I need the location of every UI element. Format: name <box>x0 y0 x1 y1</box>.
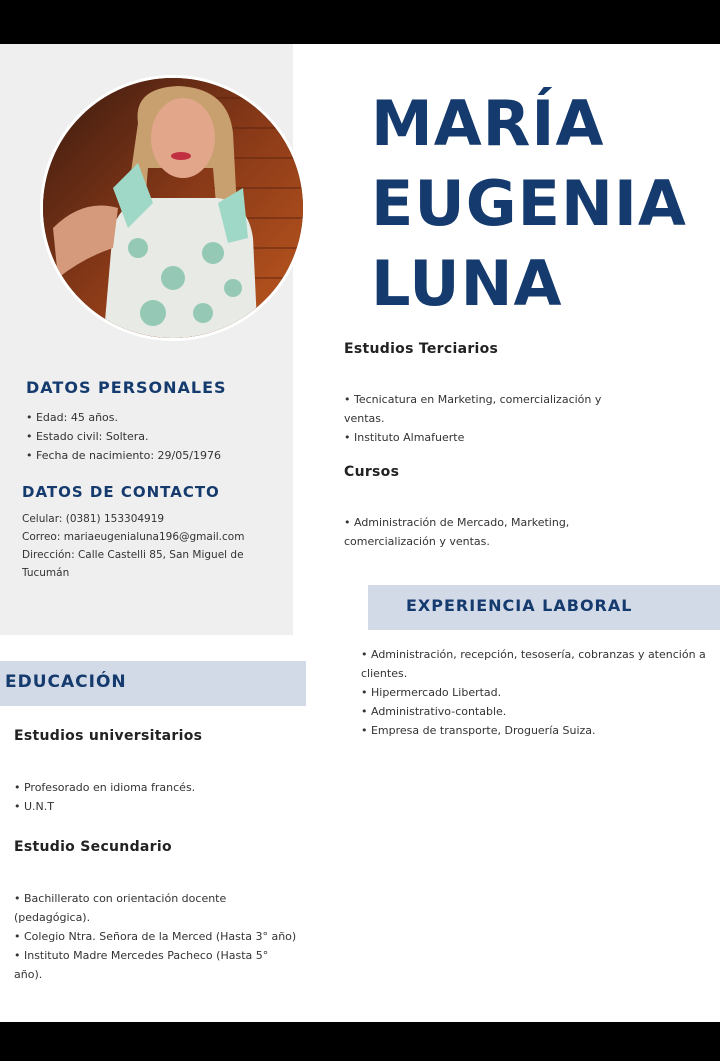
list-item: • Hipermercado Libertad. <box>361 686 502 699</box>
courses-list <box>344 513 569 551</box>
tertiary-studies-title <box>344 341 498 357</box>
list-item: ventas. <box>344 412 385 425</box>
experience-band <box>368 585 720 630</box>
full-name <box>371 84 687 324</box>
university-studies-heading: Estudios universitarios <box>14 728 203 744</box>
university-studies-title <box>14 728 202 744</box>
list-item: clientes. <box>361 667 408 680</box>
top-black-bar <box>0 0 720 44</box>
list-item: • Empresa de transporte, Droguería Suiza. <box>361 724 596 737</box>
education-title: EDUCACIÓN <box>5 672 127 692</box>
list-item: (pedagógica). <box>14 911 91 924</box>
contact-address: Dirección: Calle Castelli 85, San Miguel de <box>22 549 244 561</box>
list-item: • Administración, recepción, tesosería, cobranzas y atención a <box>361 648 706 661</box>
secondary-studies-heading: Estudio Secundario <box>14 839 172 855</box>
name-line-2: EUGENIA <box>371 167 687 240</box>
resume-page <box>0 44 720 1022</box>
list-item: • Tecnicatura en Marketing, comercialización y <box>344 393 602 406</box>
education-band <box>0 661 306 706</box>
contact-data-list <box>22 510 244 582</box>
list-item: • Bachillerato con orientación docente <box>14 892 227 905</box>
list-item: año). <box>14 968 43 981</box>
contact-phone: Celular: (0381) 153304919 <box>22 513 165 525</box>
profile-photo-illustration <box>43 78 306 341</box>
list-item: • Administrativo-contable. <box>361 705 507 718</box>
courses-heading: Cursos <box>344 464 400 480</box>
personal-age: • Edad: 45 años. <box>26 411 119 424</box>
personal-data-list <box>26 408 221 465</box>
list-item: • Instituto Almafuerte <box>344 431 465 444</box>
personal-birthdate: • Fecha de nacimiento: 29/05/1976 <box>26 449 221 462</box>
name-line-1: MARÍA <box>371 87 605 160</box>
contact-email: Correo: mariaeugenialuna196@gmail.com <box>22 531 245 543</box>
experience-list <box>361 645 706 740</box>
list-item: • Colegio Ntra. Señora de la Merced (Hasta 3° año) <box>14 930 297 943</box>
university-studies-list <box>14 778 195 816</box>
name-line-3: LUNA <box>371 247 563 320</box>
list-item: • Administración de Mercado, Marketing, <box>344 516 570 529</box>
list-item: • Instituto Madre Mercedes Pacheco (Hasta 5° <box>14 949 269 962</box>
tertiary-studies-list <box>344 390 601 447</box>
secondary-studies-title <box>14 839 172 855</box>
secondary-studies-list <box>14 889 296 984</box>
list-item: • Profesorado en idioma francés. <box>14 781 196 794</box>
courses-title <box>344 464 399 480</box>
contact-data-title: DATOS DE CONTACTO <box>22 483 220 501</box>
bottom-black-bar <box>0 1022 720 1061</box>
profile-photo <box>40 75 306 341</box>
experience-title: EXPERIENCIA LABORAL <box>406 596 633 615</box>
contact-address-city: Tucumán <box>22 567 70 579</box>
list-item: comercialización y ventas. <box>344 535 490 548</box>
tertiary-studies-heading: Estudios Terciarios <box>344 341 499 357</box>
personal-marital-status: • Estado civil: Soltera. <box>26 430 149 443</box>
personal-data-title: DATOS PERSONALES <box>26 378 227 397</box>
list-item: • U.N.T <box>14 800 54 813</box>
